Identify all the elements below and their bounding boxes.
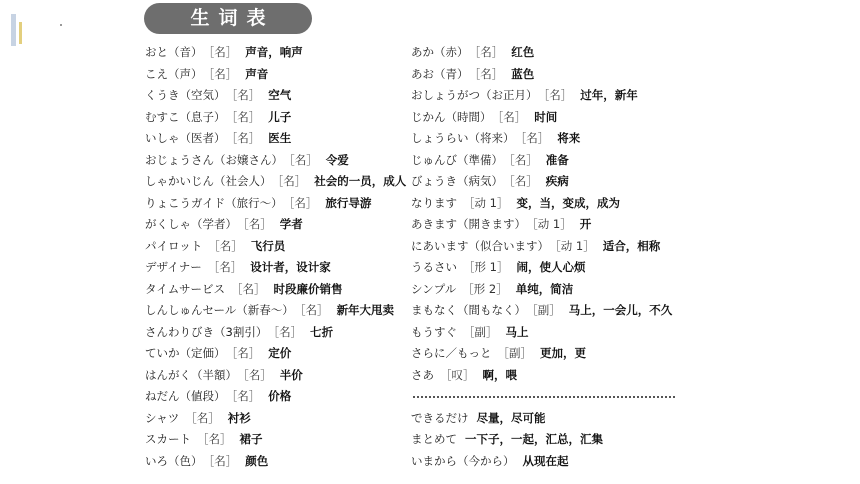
vocab-meaning: 将来 (557, 131, 581, 145)
vocab-word: いしゃ（医者） (145, 131, 226, 145)
vocab-meaning: 定价 (268, 346, 292, 360)
left-vocab-column (145, 42, 406, 472)
vocab-word: タイムサービス (145, 281, 226, 296)
part-of-speech: ［名］ (207, 260, 243, 274)
vocab-row (411, 64, 672, 86)
vocab-meaning: 颜色 (245, 453, 269, 468)
vocab-word: さんわりびき（3割引） (145, 324, 268, 339)
vocab-row (411, 322, 672, 344)
vocab-meaning: 设计者，设计家 (250, 260, 331, 274)
vocab-row (145, 150, 406, 172)
vocab-row (411, 451, 672, 473)
part-of-speech: ［名］ (243, 217, 272, 231)
vocab-meaning: 医生 (268, 131, 292, 145)
vocab-row (411, 171, 672, 193)
vocab-word: しんしゅんセール（新春～） (145, 303, 294, 317)
vocab-word: がくしゃ（学者） (145, 217, 237, 231)
decorative-bar (11, 14, 16, 46)
vocab-row (411, 193, 672, 215)
vocab-meaning: 价格 (268, 389, 292, 403)
vocab-word: いろ（色） (145, 453, 203, 468)
vocab-word: パイロット (145, 238, 203, 253)
vocab-row (411, 429, 672, 451)
vocab-word: おしょうがつ（お正月） (411, 88, 538, 102)
vocab-word: なります (411, 195, 457, 210)
vocab-meaning: 尽量，尽可能 (476, 410, 546, 425)
vocab-meaning: 空气 (268, 88, 292, 102)
vocab-row (145, 451, 406, 473)
vocab-word: にあいます（似合います） (411, 238, 549, 253)
vocab-row (411, 85, 672, 107)
vocab-meaning: 时段廉价销售 (273, 281, 343, 296)
part-of-speech: ［名］ (497, 109, 527, 124)
part-of-speech: ［名］ (231, 281, 266, 296)
part-of-speech: ［名］ (277, 174, 307, 188)
part-of-speech: ［名］ (208, 453, 238, 468)
vocab-word: こえ（声） (145, 66, 203, 81)
vocab-meaning: 马上，一会儿，不久 (568, 303, 673, 317)
vocab-word: できるだけ (411, 410, 469, 425)
right-vocab-column (411, 42, 672, 472)
vocab-meaning: 马上 (505, 324, 529, 339)
vocab-meaning: 旅行导游 (325, 195, 372, 210)
vocab-row (145, 236, 406, 258)
decorative-accent-bar (19, 22, 22, 44)
part-of-speech: ［名］ (208, 45, 238, 59)
vocab-row (145, 429, 406, 451)
vocab-meaning: 变，当，变成，成为 (516, 195, 620, 210)
vocab-row (411, 128, 672, 150)
vocab-row (411, 214, 672, 236)
vocab-word: さらに／もっと (411, 346, 492, 360)
vocab-meaning: 从现在起 (522, 453, 569, 468)
vocab-word: おじょうさん（お嬢さん） (145, 152, 283, 167)
vocab-meaning: 闹，使人心烦 (516, 260, 586, 274)
vocab-row (411, 107, 672, 129)
vocab-row (145, 214, 406, 236)
vocab-word: うるさい (411, 260, 457, 274)
vocab-meaning: 啊，喂 (482, 367, 517, 382)
vocab-word: まとめて (411, 432, 457, 446)
vocab-meaning: 一下子，一起，汇总，汇集 (465, 432, 603, 446)
part-of-speech: ［名］ (289, 152, 318, 167)
vocab-word: さあ (411, 367, 434, 382)
vocab-row (411, 343, 672, 365)
vocab-word: あお（青） (411, 66, 469, 81)
vocab-meaning: 裙子 (239, 432, 263, 446)
part-of-speech: ［名］ (243, 367, 272, 382)
vocab-word: しゃかいじん（社会人） (145, 174, 272, 188)
part-of-speech: ［副］ (532, 303, 561, 317)
part-of-speech: ［形 1］ (463, 260, 509, 274)
dotted-divider (411, 386, 672, 408)
vocab-row (145, 300, 406, 322)
part-of-speech: ［名］ (231, 88, 261, 102)
part-of-speech: ［副］ (497, 346, 532, 360)
vocab-meaning: 声音 (245, 66, 269, 81)
part-of-speech: ［形 2］ (462, 281, 508, 296)
vocab-row (411, 408, 672, 430)
part-of-speech: ［名］ (543, 88, 573, 102)
vocab-word: シャツ (145, 410, 180, 425)
vocab-meaning: 七折 (310, 324, 334, 339)
vocab-word: いまから（今から） (411, 453, 515, 468)
part-of-speech: ［动 1］ (555, 238, 595, 253)
vocab-row (145, 85, 406, 107)
part-of-speech: ［名］ (208, 66, 238, 81)
part-of-speech: ［名］ (231, 109, 261, 124)
part-of-speech: ［名］ (231, 389, 261, 403)
part-of-speech: ［名］ (509, 174, 538, 188)
vocab-row (411, 150, 672, 172)
vocab-row (145, 279, 406, 301)
vocab-meaning: 疾病 (545, 174, 569, 188)
vocab-meaning: 红色 (511, 45, 535, 59)
vocab-row (145, 343, 406, 365)
part-of-speech: ［名］ (231, 131, 261, 145)
vocab-meaning: 令爱 (325, 152, 349, 167)
vocab-meaning: 声音，响声 (245, 45, 303, 59)
part-of-speech: ［名］ (299, 303, 329, 317)
part-of-speech: ［名］ (231, 346, 261, 360)
vocab-row (145, 257, 406, 279)
vocab-meaning: 儿子 (268, 109, 292, 124)
vocab-word: はんがく（半額） (145, 367, 237, 382)
part-of-speech: ［名］ (197, 432, 232, 446)
vocab-word: まもなく（間もなく） (411, 303, 526, 317)
part-of-speech: ［名］ (520, 131, 550, 145)
part-of-speech: ［名］ (509, 152, 538, 167)
vocab-row (145, 322, 406, 344)
vocab-meaning: 准备 (545, 152, 569, 167)
vocab-row (411, 236, 672, 258)
vocab-meaning: 社会的一员，成人 (314, 174, 407, 188)
vocab-meaning: 时间 (534, 109, 558, 124)
vocab-row (145, 193, 406, 215)
vocab-row (145, 365, 406, 387)
vocab-meaning: 新年大甩卖 (336, 303, 395, 317)
vocab-row (145, 107, 406, 129)
vocab-word: あか（赤） (411, 45, 469, 59)
part-of-speech: ［叹］ (440, 367, 475, 382)
part-of-speech: ［名］ (474, 66, 504, 81)
vocab-row (145, 64, 406, 86)
vocab-word: シンプル (411, 281, 457, 296)
vocab-row (145, 386, 406, 408)
vocab-row (411, 300, 672, 322)
part-of-speech: ［副］ (463, 324, 498, 339)
vocab-word: おと（音） (145, 45, 203, 59)
vocab-row (145, 128, 406, 150)
vocab-word: しょうらい（将来） (411, 131, 515, 145)
decorative-dot (60, 24, 62, 26)
vocab-word: ねだん（値段） (145, 389, 226, 403)
vocab-word: くうき（空気） (145, 88, 226, 102)
part-of-speech: ［动 1］ (532, 217, 572, 231)
vocab-meaning: 适合，相称 (602, 238, 661, 253)
vocab-row (411, 279, 672, 301)
vocab-row (411, 365, 672, 387)
vocab-word: じかん（時間） (411, 109, 492, 124)
vocab-word: じゅんび（準備） (411, 152, 503, 167)
part-of-speech: ［名］ (208, 238, 243, 253)
vocab-word: あきます（開きます） (411, 217, 526, 231)
vocab-meaning: 更加，更 (540, 346, 586, 360)
vocab-word: デザイナー (145, 260, 202, 274)
vocab-row (145, 408, 406, 430)
vocab-word: びょうき（病気） (411, 174, 503, 188)
vocab-word: ていか（定価） (145, 346, 226, 360)
part-of-speech: ［名］ (273, 324, 303, 339)
vocab-meaning: 开 (579, 217, 592, 231)
vocab-row (411, 42, 672, 64)
vocab-word: スカート (145, 432, 191, 446)
part-of-speech: ［动 1］ (463, 195, 509, 210)
vocab-word: もうすぐ (411, 324, 457, 339)
part-of-speech: ［名］ (288, 195, 318, 210)
vocab-meaning: 半价 (279, 367, 303, 382)
page-title: 生词表 (144, 3, 312, 34)
vocab-meaning: 蓝色 (511, 66, 535, 81)
vocab-row (145, 42, 406, 64)
vocab-meaning: 衬衫 (227, 410, 251, 425)
vocab-meaning: 学者 (279, 217, 303, 231)
vocab-word: むすこ（息子） (145, 109, 226, 124)
vocab-row (145, 171, 406, 193)
vocab-meaning: 过年，新年 (580, 88, 638, 102)
vocab-word: りょこうガイド（旅行～） (145, 195, 283, 210)
part-of-speech: ［名］ (474, 45, 504, 59)
part-of-speech: ［名］ (185, 410, 220, 425)
vocab-meaning: 单纯，简洁 (515, 281, 574, 296)
vocab-meaning: 飞行员 (250, 238, 286, 253)
vocab-row (411, 257, 672, 279)
